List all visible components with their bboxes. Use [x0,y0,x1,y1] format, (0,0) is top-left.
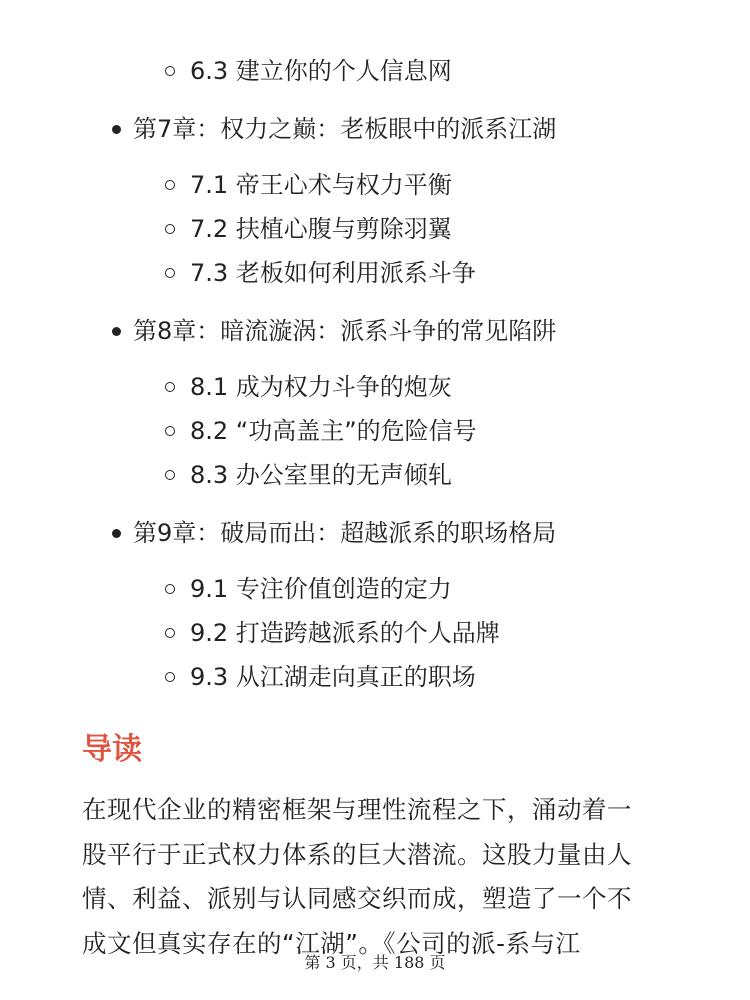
intro-line: 在现代企业的精密框架与理性流程之下，涌动着一 [82,795,632,824]
intro-line: 情、利益、派别与认同感交织而成，塑造了一个不 [82,884,632,913]
toc-section-label: 7.3 老板如何利用派系斗争 [190,259,476,287]
intro-paragraph [82,788,682,966]
toc-section-label: 9.2 打造跨越派系的个人品牌 [190,619,500,647]
intro-line: 成文但真实存在的“江湖”。《公司的派-系与江 [82,928,581,958]
disc-bullet-icon [112,327,121,336]
circle-bullet-icon [165,672,175,682]
toc-section-8-3[interactable] [190,460,452,490]
intro-line: 股平行于正式权力体系的巨大潜流。这股力量由人 [82,839,632,869]
toc-section-label: 8.2 “功高盖主”的危险信号 [190,417,477,445]
disc-bullet-icon [112,529,121,538]
intro-heading: 导读 [82,732,142,767]
toc-section-label: 9.3 从江湖走向真正的职场 [190,663,476,691]
circle-bullet-icon [165,470,175,480]
toc-section-7-2[interactable] [190,214,452,244]
toc-chapter-label: 第9章：破局而出：超越派系的职场格局 [133,519,557,547]
toc-chapter-9[interactable] [133,518,556,548]
toc-section-8-2[interactable] [190,416,477,446]
toc-section-8-1[interactable] [190,372,452,402]
circle-bullet-icon [165,426,175,436]
toc-section-label: 8.1 成为权力斗争的炮灰 [190,373,452,401]
toc-section-label: 7.2 扶植心腹与剪除羽翼 [190,215,452,243]
toc-section-7-3[interactable] [190,258,476,288]
toc-section-label: 7.1 帝王心术与权力平衡 [190,171,452,199]
circle-bullet-icon [165,382,175,392]
circle-bullet-icon [165,66,175,76]
circle-bullet-icon [165,628,175,638]
page-number: 第 3 页，共 188 页 [304,953,446,972]
toc-section-7-1[interactable] [190,170,452,200]
circle-bullet-icon [165,584,175,594]
toc-section-9-2[interactable] [190,618,500,648]
circle-bullet-icon [165,268,175,278]
toc-section-9-1[interactable] [190,574,452,604]
toc-chapter-7[interactable] [133,114,556,144]
toc-chapter-8[interactable] [133,316,556,346]
disc-bullet-icon [112,125,121,134]
circle-bullet-icon [165,180,175,190]
toc-chapter-label: 第8章：暗流漩涡：派系斗争的常见陷阱 [133,317,557,345]
toc-chapter-label: 第7章：权力之巅：老板眼中的派系江湖 [133,115,557,143]
toc-section-label: 6.3 建立你的个人信息网 [190,57,452,85]
toc-section-6-3[interactable] [190,56,452,86]
circle-bullet-icon [165,224,175,234]
toc-section-label: 9.1 专注价值创造的定力 [190,575,452,603]
toc-section-9-3[interactable] [190,662,476,692]
toc-section-label: 8.3 办公室里的无声倾轧 [190,461,452,489]
